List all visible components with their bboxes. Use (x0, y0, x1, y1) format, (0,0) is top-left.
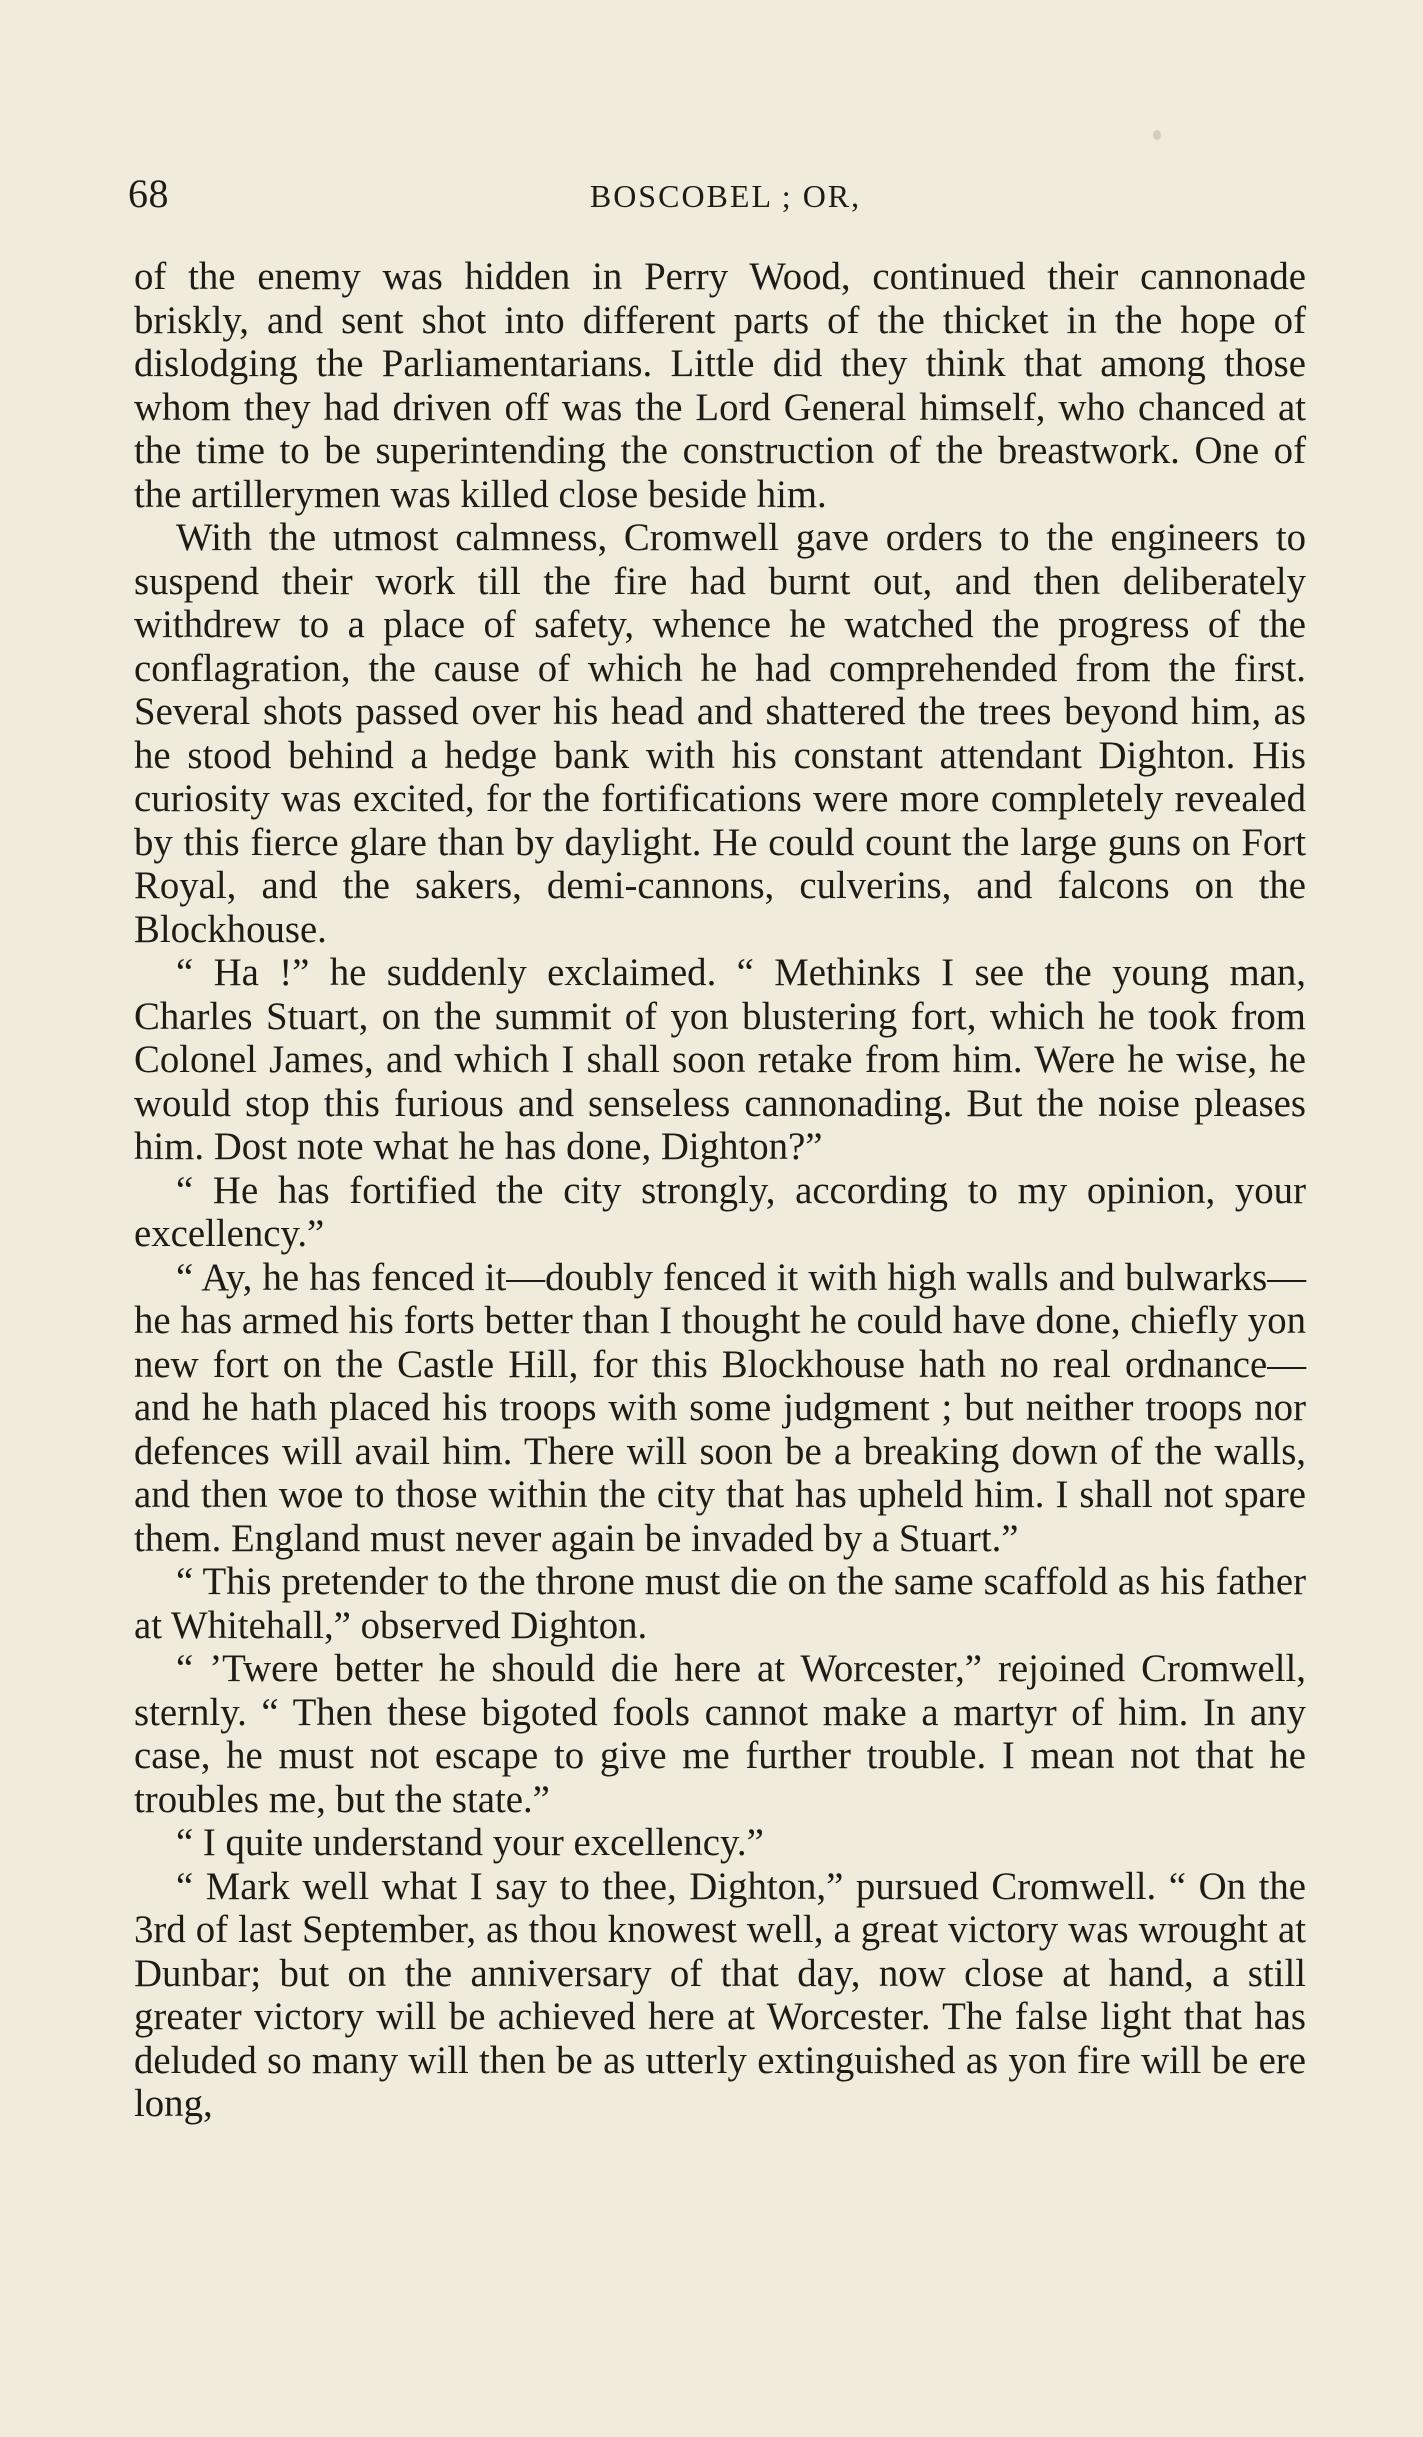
paragraph: “ Mark well what I say to thee, Dighton,” pursued Cromwell. “ On the 3rd of last September, as thou knowest well, a great victory was wrought at Dunbar; but on the anniversary of that day, now close at hand, a still greater victory will be achieved here at Worcester. The false light that has deluded so many will then be as utterly extinguished as yon fire will be ere long, (134, 1864, 1306, 2125)
paragraph: “ ’Twere better he should die here at Worcester,” rejoined Cromwell, sternly. “ Then these bigoted fools cannot make a martyr of him. In any case, he must not escape to give me further trouble. I mean not that he troubles me, but the state.” (134, 1647, 1306, 1821)
paragraph: “ Ay, he has fenced it—doubly fenced it with high walls and bulwarks—he has armed his forts better than I thought he could have done, chiefly yon new fort on the Castle Hill, for this Blockhouse hath no real ordnance—and he hath placed his troops with some judgment ; but neither troops nor defences will avail him. There will soon be a breaking down of the walls, and then woe to those within the city that has upheld him. I shall not spare them. England must never again be invaded by a Stuart.” (134, 1255, 1306, 1560)
running-head: BOSCOBEL ; OR, (589, 178, 862, 214)
paragraph: With the utmost calmness, Cromwell gave orders to the engineers to suspend their work till the fire had burnt out, and then deliberately withdrew to a place of safety, whence he watched the progress of the conflagration, the cause of which he had comprehended from the first. Several shots passed over his head and shattered the trees beyond him, as he stood behind a hedge bank with his constant attendant Dighton. His curiosity was excited, for the fortifications were more completely revealed by this fierce glare than by daylight. He could count the large guns on Fort Royal, and the sakers, demi-cannons, culverins, and falcons on the Blockhouse. (134, 516, 1306, 951)
paper-speck (1153, 130, 1161, 140)
paragraph: “ He has fortified the city strongly, according to my opinion, your excellency.” (134, 1168, 1306, 1255)
page-header (128, 170, 1303, 226)
page-number: 68 (128, 171, 169, 216)
paragraph: “ Ha !” he suddenly exclaimed. “ Methinks I see the young man, Charles Stuart, on the summit of yon blustering fort, which he took from Colonel James, and which I shall soon retake from him. Were he wise, he would stop this furious and senseless cannonading. But the noise pleases him. Dost note what he has done, Dighton?” (134, 951, 1306, 1168)
paragraph: “ This pretender to the throne must die on the same scaffold as his father at Whitehall,” observed Dighton. (134, 1560, 1306, 1647)
body-text (134, 255, 1306, 2126)
paragraph: “ I quite understand your excellency.” (176, 1821, 764, 1864)
paragraph: of the enemy was hidden in Perry Wood, continued their cannonade briskly, and sent shot into different parts of the thicket in the hope of dislodging the Parliamentarians. Little did they think that among those whom they had driven off was the Lord General himself, who chanced at the time to be superintending the construction of the breastwork. One of the artillerymen was killed close beside him. (134, 255, 1306, 516)
